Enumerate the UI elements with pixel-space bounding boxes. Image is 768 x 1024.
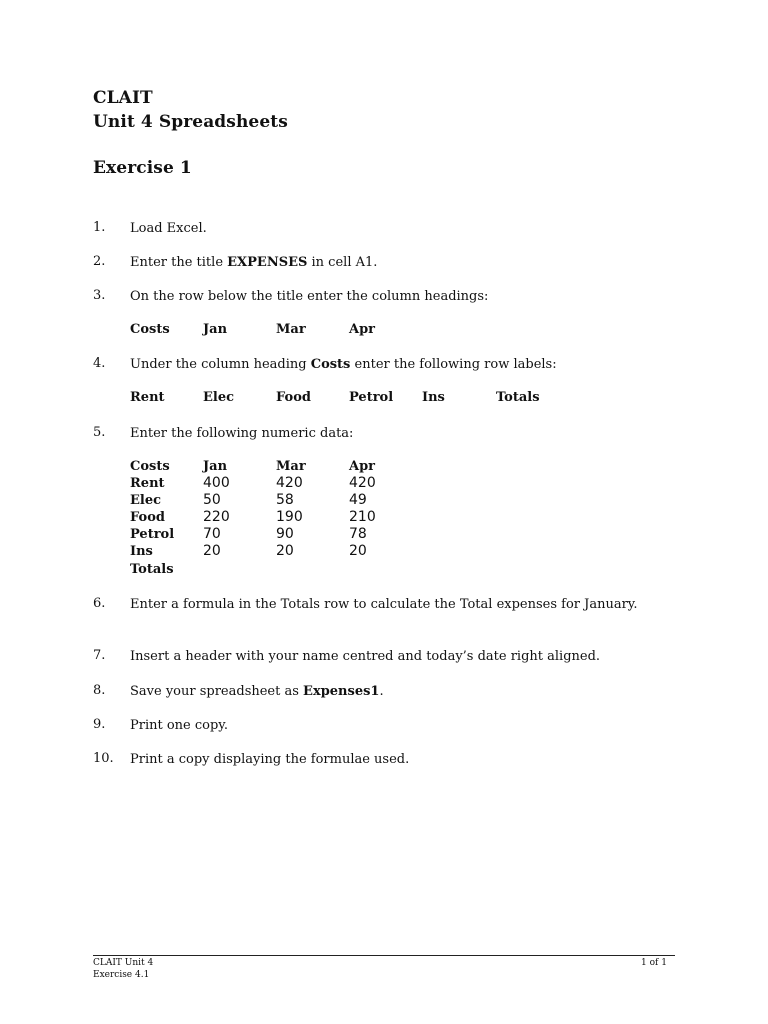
- table-row-label: Totals: [130, 562, 174, 577]
- table-cell: 90: [276, 526, 294, 542]
- emphasis-text: Expenses1: [303, 684, 380, 699]
- table-cell: 20: [203, 543, 221, 559]
- table-cell: 220: [203, 509, 230, 525]
- footer-left-line2: Exercise 4.1: [93, 970, 150, 980]
- step-text: Enter a formula in the Totals row to calculate the Total expenses for January.: [130, 597, 638, 612]
- row-label: Ins: [422, 390, 445, 405]
- step-number: 8.: [93, 683, 106, 698]
- table-row-label: Ins: [130, 544, 153, 559]
- footer-left-line1: CLAIT Unit 4: [93, 958, 154, 968]
- step-number: 5.: [93, 425, 106, 440]
- step-text: Print one copy.: [130, 718, 229, 733]
- table-row-label: Rent: [130, 476, 165, 491]
- step-number: 3.: [93, 288, 106, 303]
- column-heading: Mar: [276, 322, 306, 337]
- footer-divider: [93, 955, 675, 956]
- step-number: 6.: [93, 596, 106, 611]
- emphasis-text: EXPENSES: [227, 255, 308, 270]
- table-row-label: Food: [130, 510, 165, 525]
- table-cell: 400: [203, 475, 230, 491]
- step-text: Save your spreadsheet as Expenses1.: [130, 684, 384, 699]
- step-text: Under the column heading Costs enter the following row labels:: [130, 357, 557, 372]
- table-header-cell: Jan: [203, 459, 228, 474]
- table-cell: 78: [349, 526, 367, 542]
- doc-title: CLAIT: [93, 88, 153, 108]
- table-header-cell: Costs: [130, 459, 170, 474]
- table-row-label: Elec: [130, 493, 162, 508]
- step-text: Enter the title EXPENSES in cell A1.: [130, 255, 378, 270]
- table-cell: 49: [349, 492, 367, 508]
- step-text: On the row below the title enter the column headings:: [130, 289, 489, 304]
- table-header-cell: Apr: [349, 459, 376, 474]
- table-cell: 20: [276, 543, 294, 559]
- emphasis-text: Costs: [310, 357, 351, 372]
- table-header-cell: Mar: [276, 459, 306, 474]
- step-number: 4.: [93, 356, 106, 371]
- table-cell: 420: [276, 475, 303, 491]
- step-number: 9.: [93, 717, 106, 732]
- table-cell: 70: [203, 526, 221, 542]
- row-label: Petrol: [349, 390, 394, 405]
- column-heading: Costs: [130, 322, 170, 337]
- table-row-label: Petrol: [130, 527, 175, 542]
- step-text: Print a copy displaying the formulae used.: [130, 752, 410, 767]
- row-label: Totals: [496, 390, 540, 405]
- footer-page-number: 1 of 1: [641, 958, 667, 968]
- step-number: 2.: [93, 254, 106, 269]
- step-text: Insert a header with your name centred and today’s date right aligned.: [130, 649, 601, 664]
- exercise-heading: Exercise 1: [93, 158, 192, 178]
- table-cell: 190: [276, 509, 303, 525]
- column-heading: Apr: [349, 322, 376, 337]
- step-text: Load Excel.: [130, 221, 207, 236]
- step-number: 1.: [93, 220, 106, 235]
- table-cell: 420: [349, 475, 376, 491]
- step-number: 10.: [93, 751, 114, 766]
- doc-subtitle: Unit 4 Spreadsheets: [93, 112, 288, 132]
- row-label: Rent: [130, 390, 165, 405]
- row-label: Food: [276, 390, 311, 405]
- table-cell: 50: [203, 492, 221, 508]
- table-cell: 20: [349, 543, 367, 559]
- row-label: Elec: [203, 390, 235, 405]
- column-heading: Jan: [203, 322, 228, 337]
- table-cell: 210: [349, 509, 376, 525]
- step-number: 7.: [93, 648, 106, 663]
- table-cell: 58: [276, 492, 294, 508]
- step-text: Enter the following numeric data:: [130, 426, 354, 441]
